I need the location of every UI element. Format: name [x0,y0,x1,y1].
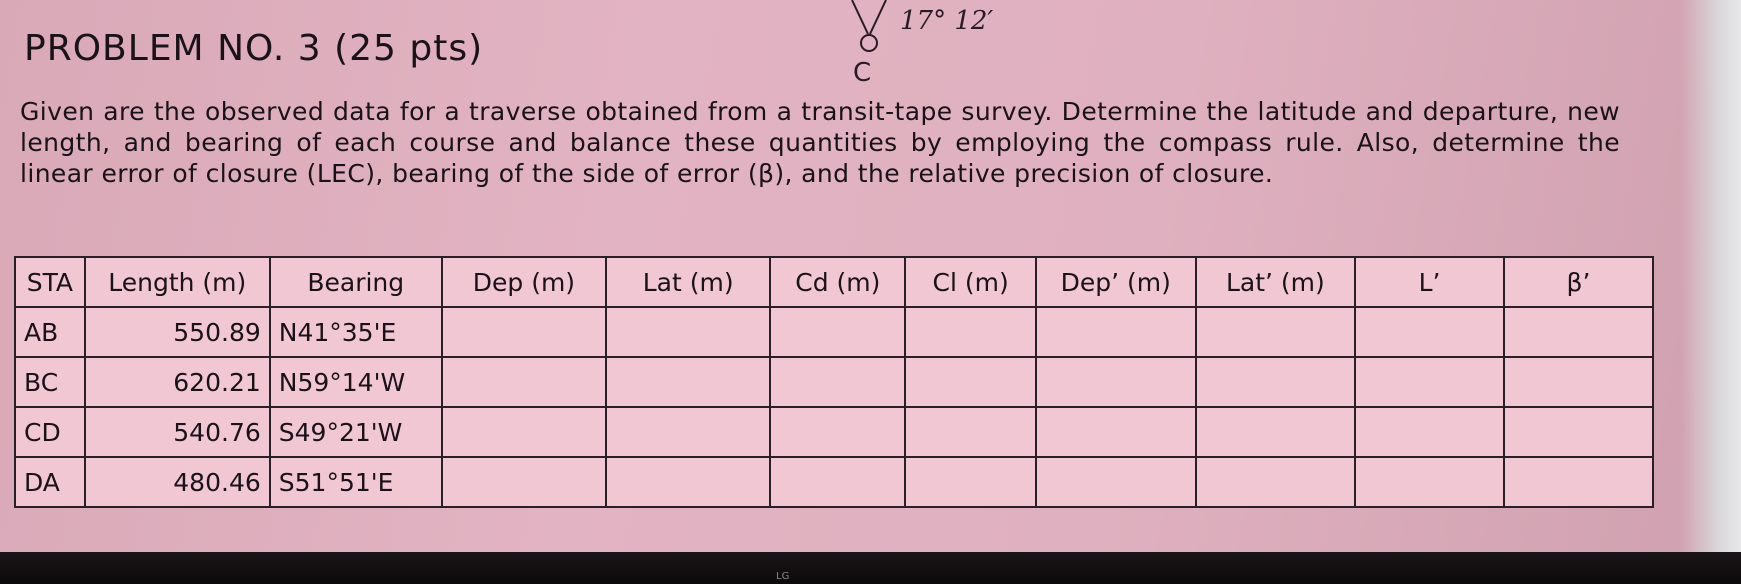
problem-description: Given are the observed data for a traverse obtained from a transit-tape survey. Determine the latitude and departure, new length, and bearing of each course and balance these quantities by employing the compass rule. Also, determine the linear error of closure (LEC), bearing of the side of error (β), and the relative precision of closure. [20,97,1620,188]
cell-l-prime [1355,307,1504,357]
cell-bearing: N41°35'E [270,307,442,357]
table-row [15,307,1653,357]
cell-cl [905,407,1035,457]
cell-dep [442,457,606,507]
cell-l-prime [1355,357,1504,407]
header-l-prime: L’ [1355,257,1504,307]
monitor-brand-logo: LG [776,571,790,582]
table-row [15,407,1653,457]
header-lat-prime: Lat’ (m) [1196,257,1355,307]
cell-beta-prime [1504,357,1653,407]
cell-dep [442,407,606,457]
header-lat: Lat (m) [606,257,770,307]
header-bearing: Bearing [270,257,442,307]
cell-bearing: S51°51'E [270,457,442,507]
sketch-angle: 17° 12′ [900,6,994,36]
problem-title: PROBLEM NO. 3 (25 pts) [24,28,484,69]
header-length: Length (m) [85,257,270,307]
cell-beta-prime [1504,407,1653,457]
cell-dep [442,357,606,407]
cell-lat-prime [1196,357,1355,407]
cell-bearing: N59°14'W [270,357,442,407]
screen-bezel-edge [1681,0,1741,560]
cell-dep-prime [1036,357,1196,407]
traverse-table [14,256,1654,508]
cell-sta: BC [15,357,85,407]
header-sta: STA [15,257,85,307]
cell-lat-prime [1196,407,1355,457]
cell-cd [770,307,905,357]
table-row [15,457,1653,507]
cell-cl [905,307,1035,357]
cell-cl [905,457,1035,507]
cell-beta-prime [1504,457,1653,507]
header-beta-prime: β’ [1504,257,1653,307]
cell-length: 540.76 [85,407,270,457]
cell-cd [770,457,905,507]
monitor-bottom-bezel [0,552,1741,584]
cell-l-prime [1355,457,1504,507]
header-cl: Cl (m) [905,257,1035,307]
table-header-row [15,257,1653,307]
cell-lat-prime [1196,307,1355,357]
cell-l-prime [1355,407,1504,457]
cell-sta: DA [15,457,85,507]
cell-lat-prime [1196,457,1355,507]
cell-length: 550.89 [85,307,270,357]
cell-bearing: S49°21'W [270,407,442,457]
cell-dep-prime [1036,307,1196,357]
cell-lat [606,457,770,507]
cell-cd [770,407,905,457]
sketch-point-label: C [853,58,872,88]
cell-lat [606,307,770,357]
sketch-line-left [852,0,868,34]
cell-beta-prime [1504,307,1653,357]
cell-length: 620.21 [85,357,270,407]
cell-sta: CD [15,407,85,457]
cell-cl [905,357,1035,407]
cell-sta: AB [15,307,85,357]
cell-cd [770,357,905,407]
cell-dep [442,307,606,357]
table-row [15,357,1653,407]
header-cd: Cd (m) [770,257,905,307]
sketch-line-right [870,0,886,34]
header-dep-prime: Dep’ (m) [1036,257,1196,307]
cell-lat [606,357,770,407]
cell-lat [606,407,770,457]
station-marker-icon [861,35,877,51]
cell-dep-prime [1036,407,1196,457]
header-dep: Dep (m) [442,257,606,307]
cell-length: 480.46 [85,457,270,507]
cell-dep-prime [1036,457,1196,507]
